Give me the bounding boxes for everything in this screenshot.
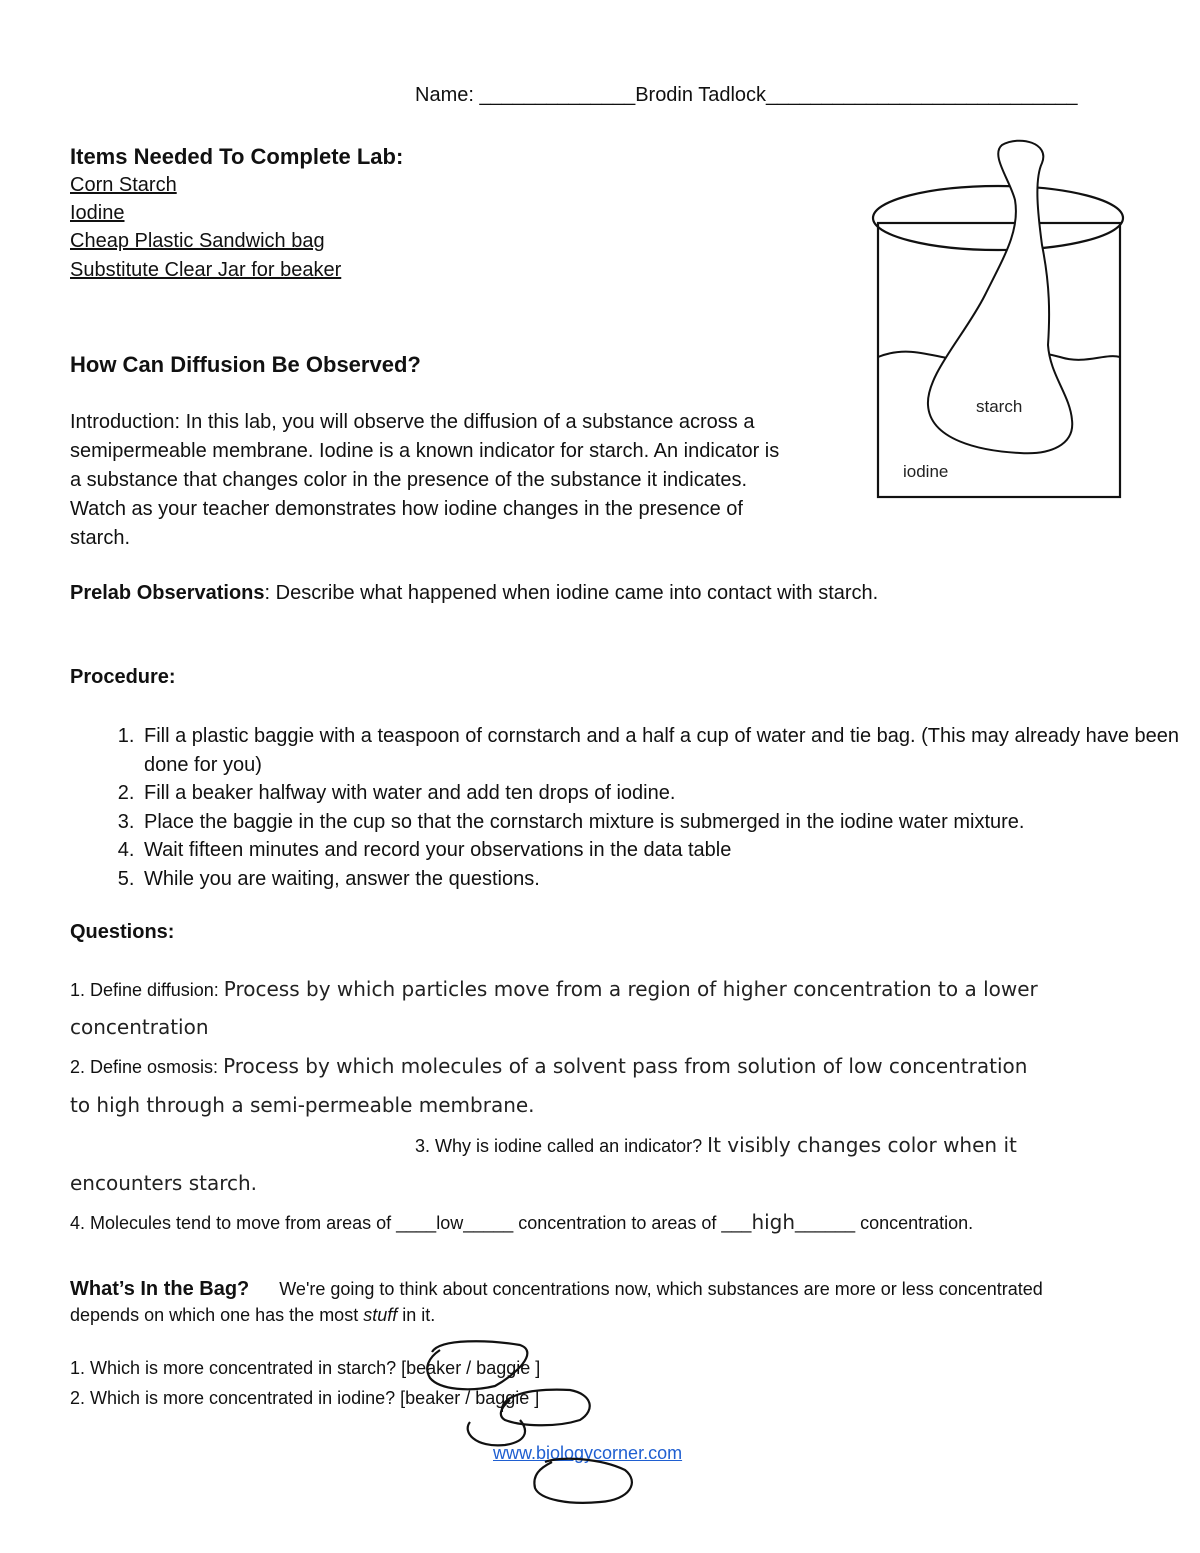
- name-label: Name: ______________: [415, 84, 636, 106]
- q3-answer-cont: encounters starch.: [70, 1171, 258, 1195]
- student-name: Brodin Tadlock: [635, 84, 767, 106]
- q4-text-a: 4. Molecules tend to move from areas of ____: [70, 1213, 437, 1233]
- q1-answer-cont: concentration: [70, 1015, 209, 1039]
- q3-answer: It visibly changes color when it: [707, 1133, 1017, 1157]
- q1-label: 1. Define diffusion:: [70, 980, 224, 1000]
- circle-mark-lower: [534, 1459, 632, 1503]
- q2-answer-cont: to high through a semi-permeable membrane.: [70, 1093, 535, 1117]
- procedure-step: 2. Fill a beaker halfway with water and add ten drops of iodine.: [140, 779, 1200, 808]
- iodine-label: iodine: [903, 462, 949, 481]
- bag-intro-b2: in it.: [397, 1305, 436, 1325]
- intro-line: a substance that changes color in the presence of the substance it indicates.: [70, 469, 748, 491]
- q4-text-c: ______ concentration.: [795, 1213, 974, 1233]
- circle-mark-baggie: [501, 1390, 590, 1426]
- bag-question-2: 2. Which is more concentrated in iodine? [beaker / baggie ]: [70, 1388, 540, 1408]
- q2-answer: Process by which molecules of a solvent pass from solution of low concentration: [223, 1054, 1028, 1078]
- biologycorner-link[interactable]: www.biologycorner.com: [493, 1443, 683, 1463]
- q3-label: 3. Why is iodine called an indicator?: [415, 1136, 708, 1156]
- bag-intro-italic: stuff: [363, 1305, 398, 1325]
- bag-heading: What’s In the Bag?: [70, 1278, 250, 1300]
- item-clear-jar: Substitute Clear Jar for beaker: [70, 259, 342, 281]
- procedure-heading: Procedure:: [70, 666, 176, 688]
- bag-question-1: 1. Which is more concentrated in starch? [beaker / baggie ]: [70, 1358, 541, 1378]
- questions-heading: Questions:: [70, 921, 175, 943]
- name-trail: ____________________________: [766, 84, 1078, 106]
- q4-answer-low: low: [436, 1213, 464, 1233]
- intro-heading: How Can Diffusion Be Observed?: [70, 352, 421, 377]
- bag-intro-b1: depends on which one has the most: [70, 1305, 364, 1325]
- circle-mark-beaker: [427, 1341, 527, 1389]
- intro-line: semipermeable membrane. Iodine is a known indicator for starch. An indicator is: [70, 440, 780, 462]
- item-iodine: Iodine: [70, 202, 125, 224]
- procedure-step: 5. While you are waiting, answer the questions.: [140, 865, 1200, 894]
- prelab-text: : Describe what happened when iodine came into contact with starch.: [264, 582, 879, 604]
- procedure-step: 1. Fill a plastic baggie with a teaspoon of cornstarch and a half a cup of water and tie bag. (This may already have been done for you): [140, 722, 1200, 779]
- procedure-step: 4. Wait fifteen minutes and record your observations in the data table: [140, 836, 1200, 865]
- items-heading: Items Needed To Complete Lab:: [70, 144, 404, 169]
- q4-answer-high: high: [751, 1210, 796, 1234]
- prelab-label: Prelab Observations: [70, 582, 265, 604]
- bag-intro-a: We're going to think about concentrations now, which substances are more or less concentrated: [279, 1279, 1043, 1299]
- intro-line: Watch as your teacher demonstrates how iodine changes in the presence of: [70, 498, 743, 520]
- intro-line: starch.: [70, 527, 131, 549]
- item-sandwich-bag: Cheap Plastic Sandwich bag: [70, 230, 325, 252]
- procedure-step: 3. Place the baggie in the cup so that the cornstarch mixture is submerged in the iodine water mixture.: [140, 808, 1200, 837]
- q1-answer: Process by which particles move from a region of higher concentration to a lower: [223, 977, 1038, 1001]
- q2-label: 2. Define osmosis:: [70, 1057, 224, 1077]
- q4-text-b: _____ concentration to areas of ___: [463, 1213, 752, 1233]
- intro-line: Introduction: In this lab, you will observe the diffusion of a substance across a: [70, 411, 755, 433]
- starch-label: starch: [976, 397, 1023, 416]
- item-corn-starch: Corn Starch: [70, 174, 177, 196]
